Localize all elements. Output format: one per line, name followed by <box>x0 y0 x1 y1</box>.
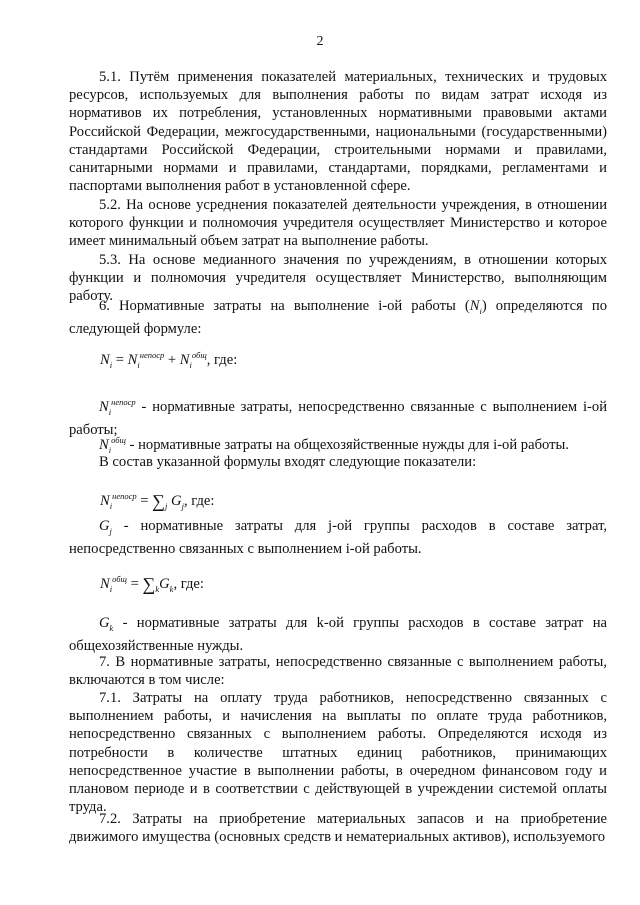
composition-intro: В состав указанной формулы входят следующие показатели: <box>99 454 477 470</box>
formula-ni: $N_i = N_i^{непоср} + N_i^{общ}$, где: <box>100 350 238 370</box>
paragraph-5-3: 5.3. На основе медианного значения по учреждениям, в отношении которых функции и полномочия учредителя осуществляет Министерство, выполняющим работу. <box>69 252 607 305</box>
paragraph-5-2: 5.2. На основе усреднения показателей деятельности учреждения, в отношении которого функции и полномочия учредителя осуществляет Министерство и которое имеет минимальный объем затрат на выполнение работы. <box>69 197 607 250</box>
formula-obsch: $N_i^{общ} = \sum_kG_k$, где: <box>100 574 204 594</box>
paragraph-7: 7. В нормативные затраты, непосредственно связанные с выполнением работы, включаются в том числе: <box>69 654 607 689</box>
paragraph-6: 6. Нормативные затраты на выполнение i-ой работы $(N_i)$ определяются по следующей формуле: <box>69 298 608 338</box>
definition-neposr: $N_i^{непоср}$ - нормативные затраты, непосредственно связанные с выполнением i-ой работы; <box>69 397 607 438</box>
definition-gk: $G_k$ - нормативные затраты для k-ой группы расходов в составе затрат на общехозяйственные нужды. <box>69 615 607 655</box>
paragraph-7-2: 7.2. Затраты на приобретение материальных запасов и на приобретение движимого имущества (основных средств и нематериальных активов), используемого <box>69 811 607 846</box>
paragraph-5-1: 5.1. Путём применения показателей материальных, технических и трудовых ресурсов, используемых для выполнения работы по видам затрат исходя из нормативов их потребления, установленных нормативными правовыми актами Российской Федерации, межгосударственными, национальными (государственными) стандартами Российской Федерации, строительными нормами и правилами, санитарными нормами и правилами, стандартами, порядками, регламентами и паспортами выполнения работ в установленной сфере. <box>69 69 607 195</box>
definition-obsch: $N_i^{общ}$ - нормативные затраты на общехозяйственные нужды для i-ой работы. <box>99 435 569 455</box>
formula-neposr: $N_i^{непоср} = \sum_j$ $G_j$, где: <box>100 491 215 511</box>
definition-gj: $G_j$ - нормативные затраты для j-ой группы расходов в составе затрат, непосредственно связанных с выполнением i-ой работы. <box>69 518 607 558</box>
page-number: 2 <box>316 34 324 49</box>
paragraph-7-1: 7.1. Затраты на оплату труда работников, непосредственно связанных с выполнением работы, и начисления на выплаты по оплате труда работников, непосредственно связанных с выполнением работы. Определяются исходя из потребности в количестве штатных единиц работников, принимающих непосредственное участие в выполнении работы, в очередном финансовом году и плановом периоде и в соответствии с действующей в учреждении системой оплаты труда. <box>69 690 607 816</box>
